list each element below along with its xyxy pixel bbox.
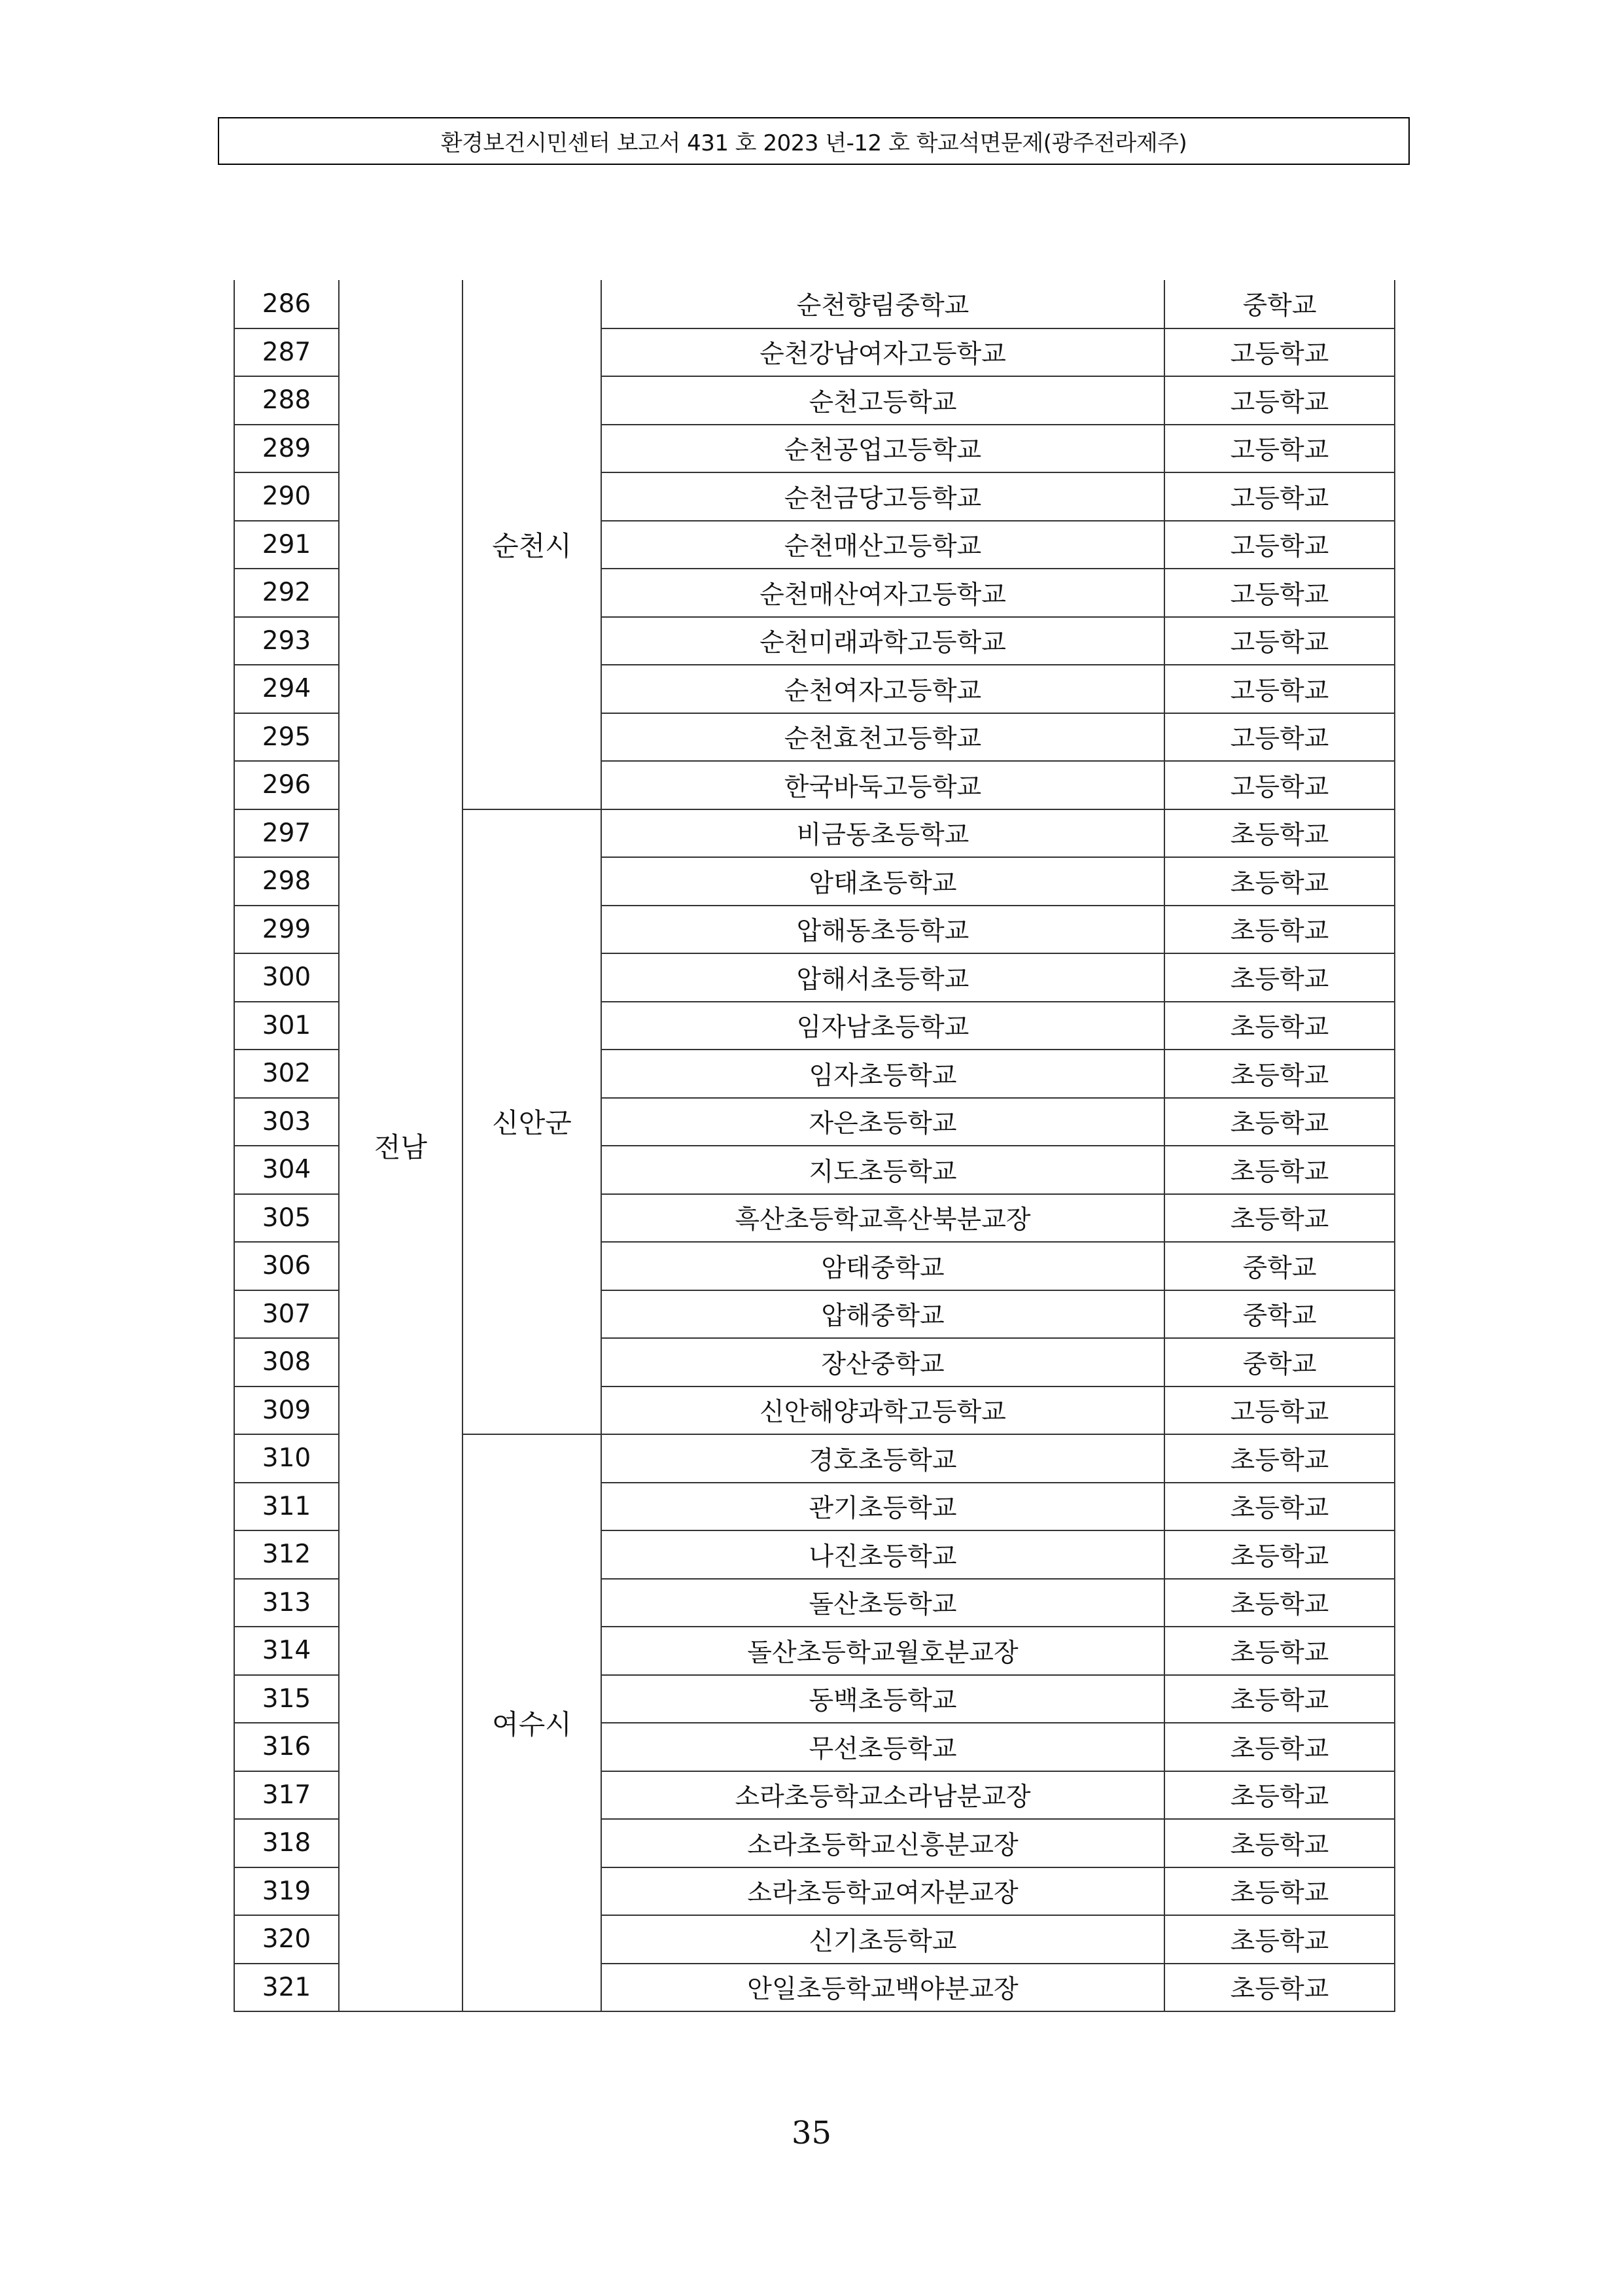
school-name-cell: 순천공업고등학교 [601, 425, 1164, 473]
school-name-cell: 비금동초등학교 [601, 809, 1164, 858]
school-name-cell: 순천미래과학고등학교 [601, 617, 1164, 665]
school-type-cell: 초등학교 [1164, 1771, 1395, 1820]
school-name-cell: 나진초등학교 [601, 1530, 1164, 1579]
school-name-cell: 돌산초등학교 [601, 1579, 1164, 1627]
school-type-cell: 고등학교 [1164, 569, 1395, 617]
school-name-cell: 순천매산고등학교 [601, 521, 1164, 569]
school-name-cell: 임자초등학교 [601, 1050, 1164, 1098]
school-name-cell: 장산중학교 [601, 1338, 1164, 1386]
school-name-cell: 지도초등학교 [601, 1146, 1164, 1194]
school-table [234, 280, 1395, 2012]
row-number-cell: 314 [234, 1627, 339, 1675]
school-type-cell: 초등학교 [1164, 1098, 1395, 1146]
row-number-cell: 292 [234, 569, 339, 617]
school-name-cell: 임자남초등학교 [601, 1002, 1164, 1050]
school-name-cell: 안일초등학교백야분교장 [601, 1964, 1164, 2012]
school-type-cell: 고등학교 [1164, 617, 1395, 665]
school-type-cell: 초등학교 [1164, 1146, 1395, 1194]
school-type-cell: 고등학교 [1164, 761, 1395, 809]
row-number-cell: 308 [234, 1338, 339, 1386]
school-name-cell: 순천금당고등학교 [601, 472, 1164, 521]
city-cell: 순천시 [462, 280, 601, 809]
row-number-cell: 317 [234, 1771, 339, 1820]
school-name-cell: 자은초등학교 [601, 1098, 1164, 1146]
row-number-cell: 305 [234, 1194, 339, 1243]
school-name-cell: 신기초등학교 [601, 1915, 1164, 1964]
row-number-cell: 290 [234, 472, 339, 521]
school-type-cell: 초등학교 [1164, 1434, 1395, 1483]
school-type-cell: 초등학교 [1164, 1675, 1395, 1723]
school-type-cell: 고등학교 [1164, 665, 1395, 713]
school-type-cell: 초등학교 [1164, 1579, 1395, 1627]
school-type-cell: 고등학교 [1164, 713, 1395, 762]
row-number-cell: 295 [234, 713, 339, 762]
school-type-cell: 초등학교 [1164, 1194, 1395, 1243]
row-number-cell: 316 [234, 1723, 339, 1771]
school-table-body [234, 280, 1395, 2011]
row-number-cell: 299 [234, 906, 339, 954]
school-type-cell: 고등학교 [1164, 472, 1395, 521]
school-name-cell: 관기초등학교 [601, 1483, 1164, 1531]
row-number-cell: 291 [234, 521, 339, 569]
school-type-cell: 초등학교 [1164, 906, 1395, 954]
row-number-cell: 301 [234, 1002, 339, 1050]
report-header [218, 117, 1410, 165]
row-number-cell: 310 [234, 1434, 339, 1483]
school-name-cell: 순천매산여자고등학교 [601, 569, 1164, 617]
table-row [234, 280, 1395, 328]
school-type-cell: 중학교 [1164, 1242, 1395, 1290]
row-number-cell: 311 [234, 1483, 339, 1531]
school-type-cell: 고등학교 [1164, 328, 1395, 377]
school-name-cell: 압해중학교 [601, 1290, 1164, 1339]
school-name-cell: 신안해양과학고등학교 [601, 1386, 1164, 1435]
school-name-cell: 암태초등학교 [601, 857, 1164, 906]
province-cell: 전남 [339, 280, 462, 2011]
row-number-cell: 300 [234, 953, 339, 1002]
row-number-cell: 303 [234, 1098, 339, 1146]
school-name-cell: 소라초등학교여자분교장 [601, 1867, 1164, 1916]
school-name-cell: 순천강남여자고등학교 [601, 328, 1164, 377]
school-name-cell: 암태중학교 [601, 1242, 1164, 1290]
school-name-cell: 동백초등학교 [601, 1675, 1164, 1723]
school-name-cell: 소라초등학교신흥분교장 [601, 1819, 1164, 1867]
school-name-cell: 순천고등학교 [601, 376, 1164, 425]
school-type-cell: 중학교 [1164, 280, 1395, 328]
row-number-cell: 302 [234, 1050, 339, 1098]
row-number-cell: 319 [234, 1867, 339, 1916]
row-number-cell: 321 [234, 1964, 339, 2012]
row-number-cell: 309 [234, 1386, 339, 1435]
school-type-cell: 초등학교 [1164, 1627, 1395, 1675]
row-number-cell: 318 [234, 1819, 339, 1867]
school-type-cell: 고등학교 [1164, 425, 1395, 473]
row-number-cell: 287 [234, 328, 339, 377]
row-number-cell: 313 [234, 1579, 339, 1627]
row-number-cell: 315 [234, 1675, 339, 1723]
school-name-cell: 순천향림중학교 [601, 280, 1164, 328]
school-name-cell: 압해동초등학교 [601, 906, 1164, 954]
school-name-cell: 흑산초등학교흑산북분교장 [601, 1194, 1164, 1243]
school-type-cell: 초등학교 [1164, 809, 1395, 858]
city-cell: 신안군 [462, 809, 601, 1435]
school-name-cell: 한국바둑고등학교 [601, 761, 1164, 809]
school-type-cell: 초등학교 [1164, 1002, 1395, 1050]
row-number-cell: 296 [234, 761, 339, 809]
school-type-cell: 초등학교 [1164, 1915, 1395, 1964]
row-number-cell: 293 [234, 617, 339, 665]
row-number-cell: 294 [234, 665, 339, 713]
row-number-cell: 286 [234, 280, 339, 328]
school-type-cell: 초등학교 [1164, 1483, 1395, 1531]
school-type-cell: 초등학교 [1164, 1819, 1395, 1867]
school-name-cell: 순천여자고등학교 [601, 665, 1164, 713]
school-type-cell: 중학교 [1164, 1338, 1395, 1386]
report-header-title: 환경보건시민센터 보고서 431 호 2023 년-12 호 학교석면문제(광주전라제주) [440, 130, 1187, 156]
school-type-cell: 초등학교 [1164, 953, 1395, 1002]
school-name-cell: 돌산초등학교월호분교장 [601, 1627, 1164, 1675]
school-type-cell: 중학교 [1164, 1290, 1395, 1339]
page-number: 35 [791, 2115, 832, 2151]
row-number-cell: 297 [234, 809, 339, 858]
school-name-cell: 압해서초등학교 [601, 953, 1164, 1002]
school-name-cell: 무선초등학교 [601, 1723, 1164, 1771]
row-number-cell: 304 [234, 1146, 339, 1194]
school-type-cell: 초등학교 [1164, 1050, 1395, 1098]
school-name-cell: 순천효천고등학교 [601, 713, 1164, 762]
school-type-cell: 초등학교 [1164, 1867, 1395, 1916]
school-name-cell: 경호초등학교 [601, 1434, 1164, 1483]
school-type-cell: 초등학교 [1164, 1723, 1395, 1771]
row-number-cell: 288 [234, 376, 339, 425]
school-type-cell: 초등학교 [1164, 1530, 1395, 1579]
school-name-cell: 소라초등학교소라남분교장 [601, 1771, 1164, 1820]
row-number-cell: 312 [234, 1530, 339, 1579]
row-number-cell: 307 [234, 1290, 339, 1339]
row-number-cell: 298 [234, 857, 339, 906]
city-cell: 여수시 [462, 1434, 601, 2011]
school-type-cell: 고등학교 [1164, 521, 1395, 569]
school-type-cell: 고등학교 [1164, 1386, 1395, 1435]
school-type-cell: 초등학교 [1164, 1964, 1395, 2012]
row-number-cell: 289 [234, 425, 339, 473]
school-type-cell: 고등학교 [1164, 376, 1395, 425]
row-number-cell: 306 [234, 1242, 339, 1290]
school-type-cell: 초등학교 [1164, 857, 1395, 906]
row-number-cell: 320 [234, 1915, 339, 1964]
